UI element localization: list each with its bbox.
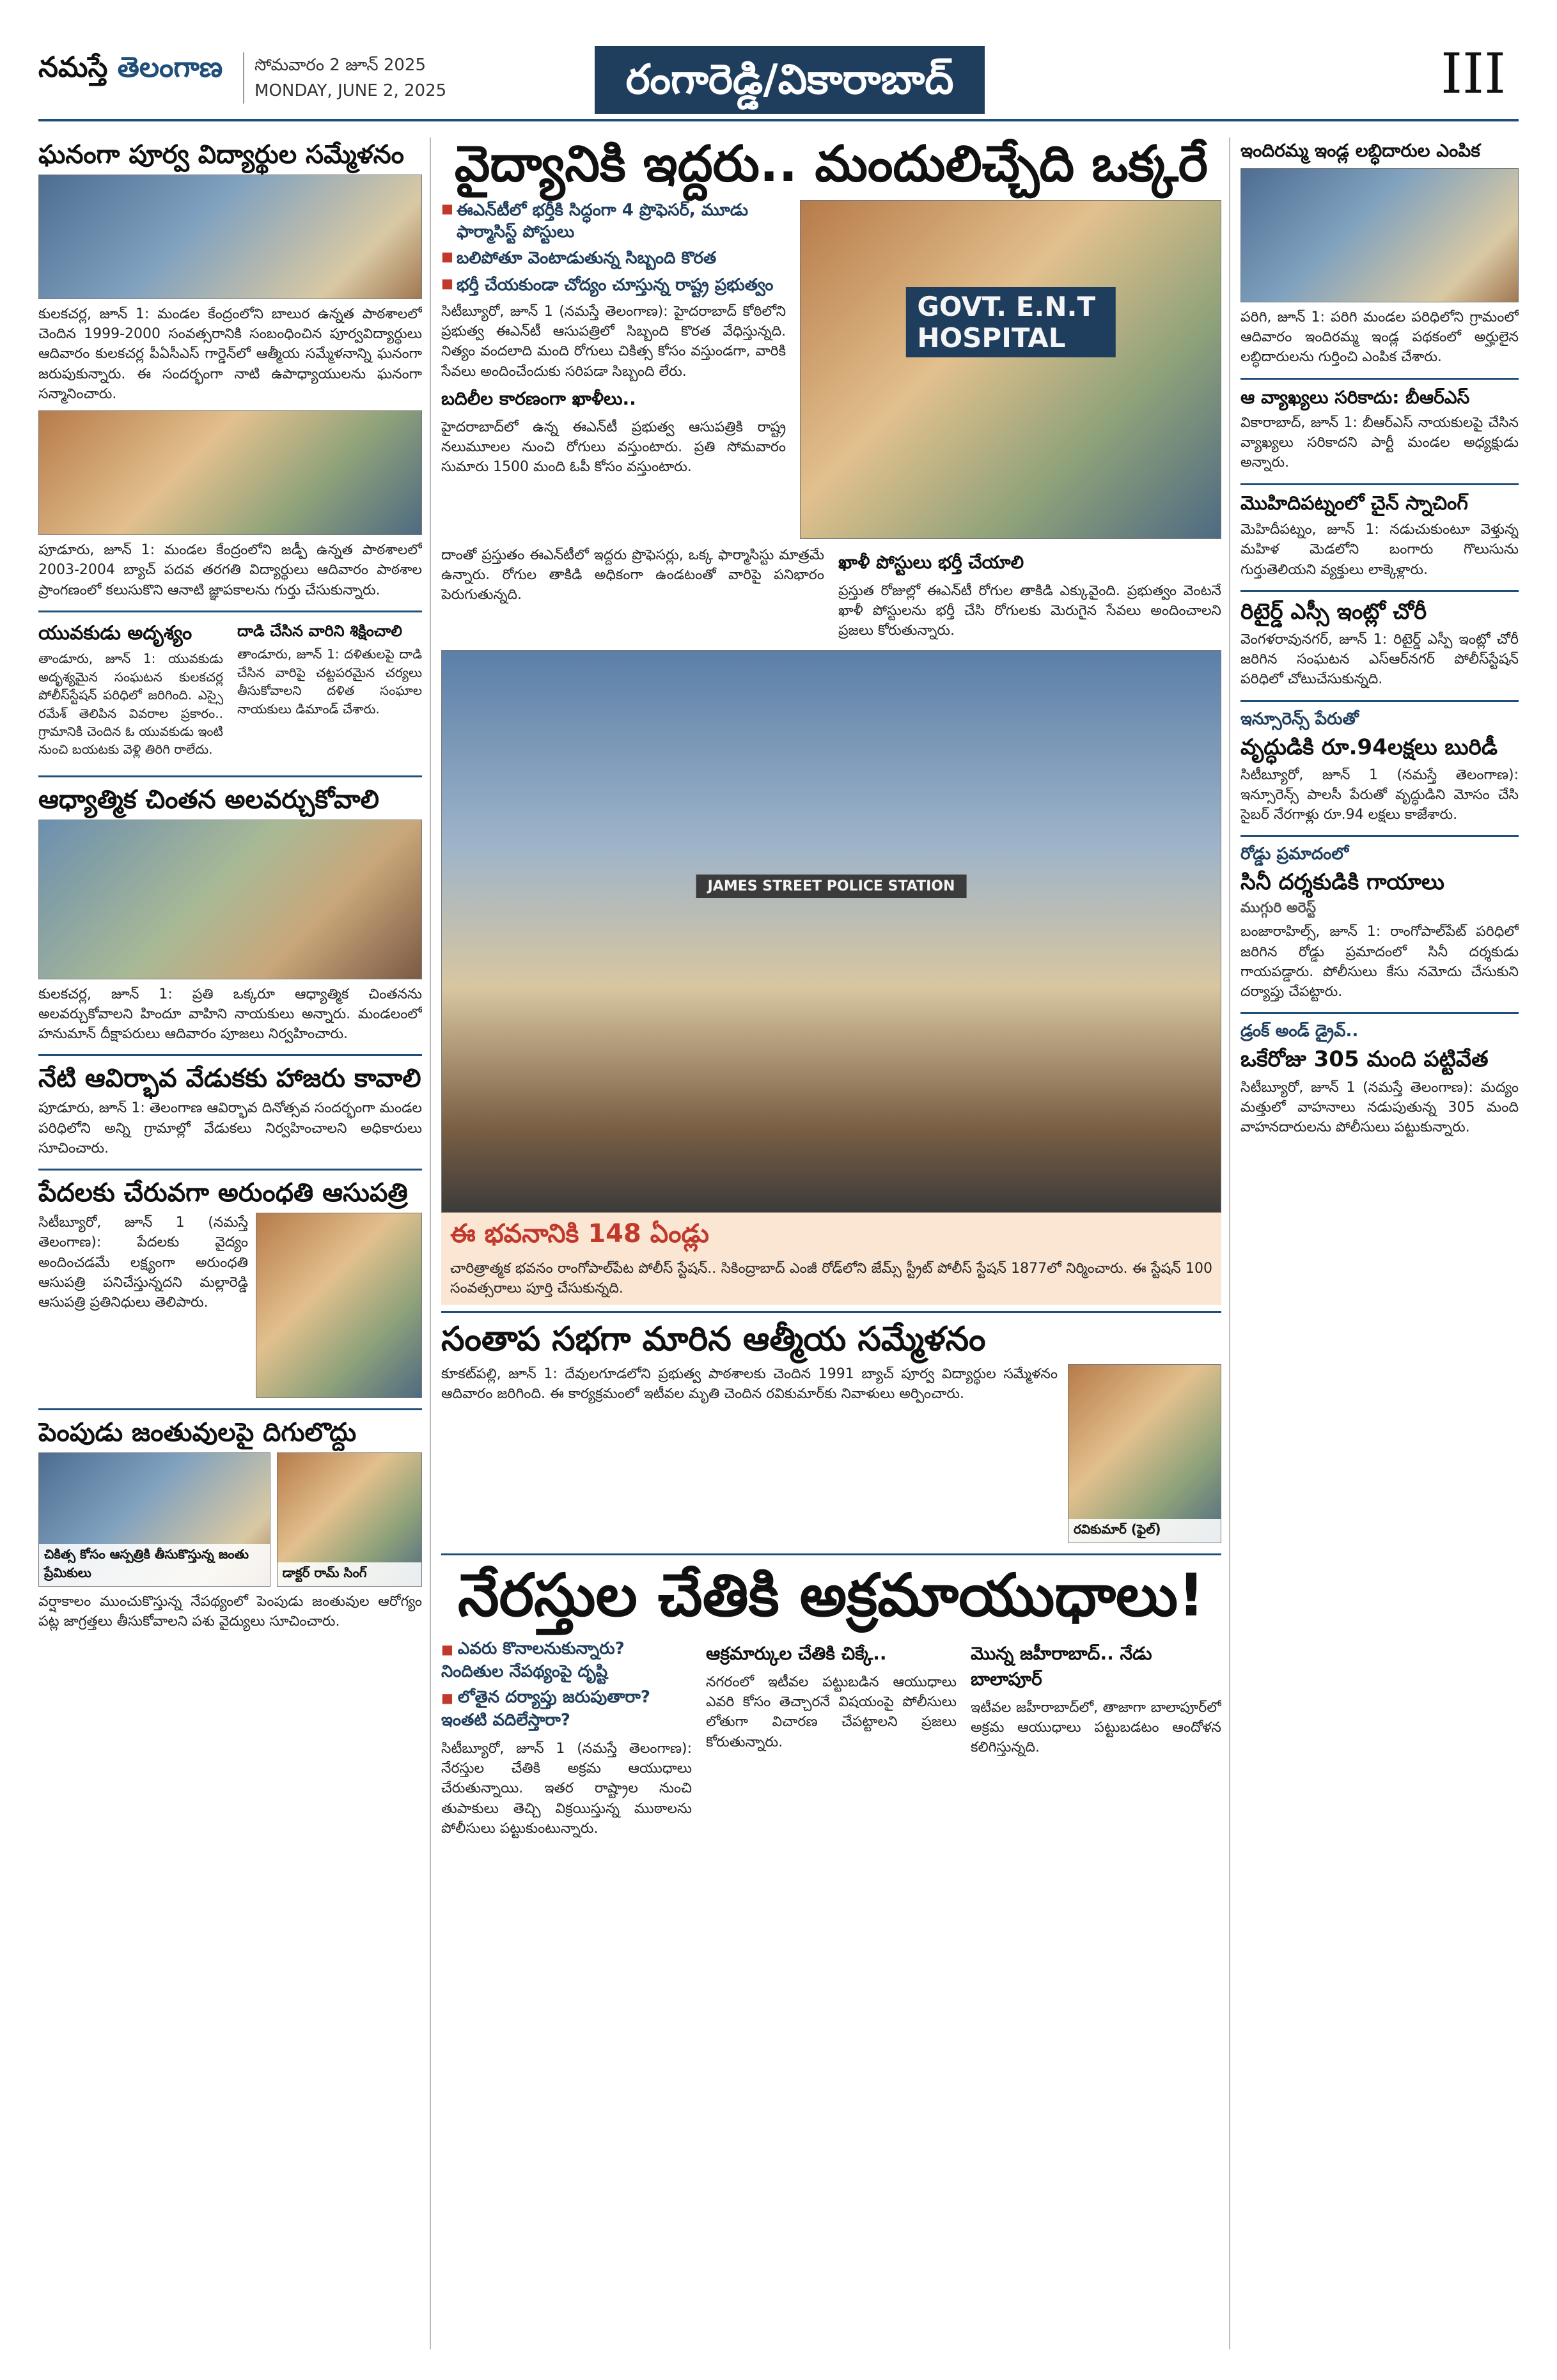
story-attack-punish bbox=[237, 620, 422, 759]
lead-top bbox=[441, 200, 1221, 539]
story-row bbox=[38, 1213, 422, 1398]
story-condolence bbox=[441, 1321, 1221, 1543]
divider bbox=[441, 1553, 1221, 1555]
story-subhead: మొన్న జహీరాబాద్.. నేడు బాలాపూర్ bbox=[971, 1642, 1152, 1690]
divider bbox=[38, 1408, 422, 1410]
lead-bottom bbox=[441, 545, 1221, 641]
hospital-photo bbox=[256, 1213, 422, 1398]
story-body: కులకచర్ల, జూన్ 1: మండల కేంద్రంలోని బాలుర ఉన్నత పాఠశాలలో చెందిన 1999-2000 సంవత్సరానికి సంబంధించిన పూర్వవిద్యార్థులు ఆదివారం కులకచర్ల పీఏసీఎస్ గార్డెన్‌లో ఆత్మీయ సమ్మేళనాన్ని ఘనంగా జరుపుకున్నారు. ఈ సందర్భంగా నాటి ఉపాధ్యాయులను ఘనంగా సన్మానించారు. bbox=[38, 306, 422, 402]
story-headline: నేటి ఆవిర్భావ వేడుకకు హాజరు కావాలి bbox=[38, 1064, 421, 1094]
story-body: కులకచర్ల, జూన్ 1: ప్రతి ఒక్కరూ ఆధ్యాత్మిక చింతనను అలవర్చుకోవాలని హిందూ వాహిని నాయకులు అన్నారు. మండలంలో హనుమాన్ దీక్షాపరులు ఆదివారం పూజలు నిర్వహించారు. bbox=[38, 986, 422, 1043]
bullet-item: ■ బలిపోతూ వెంటాడుతున్న సిబ్బంది కొరత bbox=[441, 248, 786, 270]
story-row bbox=[441, 1364, 1221, 1543]
divider bbox=[38, 775, 422, 777]
station-caption-box bbox=[441, 1213, 1221, 1305]
story-brs bbox=[1240, 387, 1519, 473]
story-body: వికారాబాద్, జూన్ 1: బీఆర్‌ఎస్ నాయకులపై చేసిన వ్యాఖ్యలు సరికాదని పార్టీ మండల అధ్యక్షుడు అన్నారు. bbox=[1240, 414, 1519, 471]
story-subhead: ముగ్గురి అరెస్ట్ bbox=[1240, 900, 1317, 917]
brand-part-b: తెలంగాణ bbox=[117, 51, 223, 84]
story-headline: దాడి చేసిన వారిని శిక్షించాలి bbox=[237, 621, 402, 640]
story-body: తాండూరు, జూన్ 1: దళితులపై దాడి చేసిన వారిపై చట్టపరమైన చర్యలు తీసుకోవాలని దళిత సంఘాల నాయకులు డిమాండ్ చేశారు. bbox=[237, 646, 422, 717]
story-headline: పేదలకు చేరువగా అరుంధతి ఆసుపత్రి bbox=[38, 1178, 408, 1208]
divider bbox=[441, 1311, 1221, 1313]
story-drunk-drive bbox=[1240, 1022, 1519, 1137]
date-telugu: సోమవారం 2 జూన్ 2025 bbox=[254, 56, 426, 75]
story-body: తాండూరు, జూన్ 1: యువకుడు అదృశ్యమైన సంఘటన కులకచర్ల పోలీస్‌స్టేషన్ పరిధిలో జరిగింది. ఎస్సై రమేశ్ తెలిపిన వివరాల ప్రకారం.. గ్రామానికి చెందిన ఓ యువకుడు ఇంటి నుంచి బయటకు వెళ్లి తిరిగి రాలేదు. bbox=[38, 651, 223, 758]
lead-bullets bbox=[441, 200, 786, 297]
story-theft bbox=[1240, 600, 1519, 690]
two-stories bbox=[38, 620, 422, 769]
crime-col-c bbox=[971, 1637, 1221, 1839]
group-photo bbox=[38, 175, 422, 299]
group-photo bbox=[38, 410, 422, 535]
story-kicker: రోడ్డు ప్రమాదంలో bbox=[1240, 844, 1349, 864]
page-number: III bbox=[1441, 42, 1506, 106]
crime-body bbox=[441, 1637, 1221, 1839]
story-body: సిటీబ్యూరో, జూన్ 1 (నమస్తే తెలంగాణ): హైదరాబాద్ కోఠిలోని ప్రభుత్వ ఈఎన్‌టీ ఆసుపత్రిలో సిబ్బంది కొరత వేధిస్తున్నది. నిత్యం వందలాది మంది రోగులు చికిత్స కోసం వస్తుండగా, వారికి సేవలు అందించేందుకు సరిపడా సిబ్బంది లేరు. bbox=[441, 303, 786, 380]
hospital-building-photo bbox=[800, 200, 1221, 539]
date-box bbox=[243, 52, 446, 104]
brand-logo bbox=[38, 51, 223, 91]
middle-column bbox=[441, 137, 1221, 1839]
story-hospital bbox=[38, 1178, 422, 1398]
story-body: సిటీబ్యూరో, జూన్ 1 (నమస్తే తెలంగాణ): పేదలకు వైద్యం అందించడమే లక్ష్యంగా అరుంధతి ఆసుపత్రి పనిచేస్తున్నదని మల్లారెడ్డి ఆసుపత్రి ప్రతినిధులు తెలిపారు. bbox=[38, 1215, 248, 1311]
station-caption-head: ఈ భవనానికి 148 ఏండ్లు bbox=[450, 1218, 709, 1248]
story-headline: పెంపుడు జంతువులపై దిగులొద్దు bbox=[38, 1418, 357, 1448]
bullet-item: ■ ఈఎన్‌టీలో భర్తీకి సిద్ధంగా 4 ప్రొఫెసర్, మూడు ఫార్మాసిస్ట్ పోస్టులు bbox=[441, 200, 786, 244]
police-station-photo bbox=[441, 650, 1221, 1213]
story-body: నగరంలో ఇటీవల పట్టుబడిన ఆయుధాలు ఎవరి కోసం తెచ్చారనే విషయంపై పోలీసులు లోతుగా విచారణ చేపట్టాలని ప్రజలు కోరుతున్నారు. bbox=[706, 1674, 957, 1750]
story-kicker: ఇన్సూరెన్స్ పేరుతో bbox=[1240, 709, 1359, 729]
story-headline: ఒకేరోజు 305 మంది పట్టివేత bbox=[1240, 1046, 1489, 1073]
story-body: మెహిదీపట్నం, జూన్ 1: నడుచుకుంటూ వెళ్తున్న మహిళ మెడలోని బంగారు గొలుసును గుర్తుతెలియని వ్యక్తులు లాక్కెళ్లారు. bbox=[1240, 522, 1519, 578]
story-indiramma bbox=[1240, 140, 1519, 368]
story-headline: ఘనంగా పూర్వ విద్యార్థుల సమ్మేళనం bbox=[38, 140, 404, 169]
story-headline: సినీ దర్శకుడికి గాయాలు bbox=[1240, 869, 1444, 896]
story-body: హైదరాబాద్‌లో ఉన్న ఈఎన్‌టీ ప్రభుత్వ ఆసుపత్రికి రాష్ట్ర నలుమూలల నుంచి రోగులు వస్తుంటారు. ప్రతి సోమవారం సుమారు 1500 మంది ఓపీ కోసం వస్తుంటారు. bbox=[441, 419, 786, 476]
story-subhead: బదిలీల కారణంగా ఖాళీలు.. bbox=[441, 387, 636, 409]
station-sign: JAMES STREET POLICE STATION bbox=[696, 875, 967, 898]
story-body: పూడూరు, జూన్ 1: తెలంగాణ ఆవిర్భావ దినోత్సవ సందర్భంగా మండల పరిధిలోని అన్ని గ్రామాల్లో వేడుకలు నిర్వహించాలని అధికారులు సూచించారు. bbox=[38, 1100, 422, 1156]
story-body: చారిత్రాత్మక భవనం రాంగోపాల్‌పేట పోలీస్ స్టేషన్.. సికింద్రాబాద్ ఎంజీ రోడ్‌లోని జేమ్స్ స్ట్రీట్ పోలీస్ స్టేషన్ 1877లో నిర్మించారు. ఈ స్టేషన్ 100 సంవత్సరాలు పూర్తి చేసుకున్నది. bbox=[450, 1260, 1212, 1296]
district-banner: రంగారెడ్డి/వికారాబాద్ bbox=[595, 46, 985, 114]
story-director-injured bbox=[1240, 844, 1519, 1002]
lead-headline: వైద్యానికి ఇద్దరు.. మందులిచ్చేది ఒక్కరే bbox=[454, 137, 1209, 193]
beneficiaries-photo bbox=[1240, 168, 1519, 302]
story-headline: సంతాప సభగా మారిన ఆత్మీయ సమ్మేళనం bbox=[441, 1319, 986, 1358]
story-chain-snatching bbox=[1240, 493, 1519, 580]
story-body: బంజారాహిల్స్, జూన్ 1: రాంగోపాల్‌పేట్ పరిధిలో జరిగిన రోడ్డు ప్రమాదంలో సినీ దర్శకుడు గాయపడ్డారు. పోలీసులు కేసు నమోదు చేసుకుని దర్యాప్తు చేపట్టారు. bbox=[1240, 924, 1519, 1000]
hospital-sign: GOVT. E.N.T HOSPITAL bbox=[905, 287, 1115, 357]
story-body: వెంగళరావునగర్, జూన్ 1: రిటైర్డ్ ఎస్పీ ఇంట్లో చోరీ జరిగిన సంఘటన ఎస్ఆర్‌నగర్ పోలీస్‌స్టేషన్ పరిధిలో చోటుచేసుకున్నది. bbox=[1240, 631, 1519, 688]
lead-photo-wrap bbox=[800, 200, 1221, 539]
story-body: ఇటీవల జహీరాబాద్‌లో, తాజాగా బాలాపూర్‌లో అక్రమ ఆయుధాలు పట్టుబడటం ఆందోళన కలిగిస్తున్నది. bbox=[971, 1699, 1221, 1756]
column-divider bbox=[1229, 137, 1230, 2349]
photo-caption: డాక్టర్ రామ్ సింగ్ bbox=[278, 1562, 421, 1586]
portrait-photo bbox=[1068, 1364, 1221, 1543]
divider bbox=[1240, 483, 1519, 485]
lead-text bbox=[441, 200, 786, 539]
story-headline: ఆ వ్యాఖ్యలు సరికాదు: బీఆర్‌ఎస్ bbox=[1240, 386, 1470, 408]
story-body: సిటీబ్యూరో, జూన్ 1 (నమస్తే తెలంగాణ): మద్యం మత్తులో వాహనాలు నడుపుతున్న 305 మంది వాహనదారులను పోలీసులు పట్టుకున్నారు. bbox=[1240, 1079, 1519, 1135]
masthead bbox=[38, 38, 1519, 121]
divider bbox=[38, 1054, 422, 1056]
lead-col-a bbox=[441, 545, 824, 641]
column-divider bbox=[430, 137, 431, 2349]
story-headline: రిటైర్డ్ ఎస్సీ ఇంట్లో చోరీ bbox=[1240, 598, 1427, 625]
story-pets bbox=[38, 1418, 422, 1631]
crime-question: ■ లోతైన దర్యాప్తు జరుపుతారా? ఇంతటి వదిలేస్తారా? bbox=[441, 1688, 692, 1734]
story-alumni-meet bbox=[38, 140, 422, 600]
crime-col-a bbox=[441, 1637, 692, 1839]
story-headline: మొహిదిపట్నంలో చైన్ స్నాచింగ్ bbox=[1240, 492, 1468, 515]
crime-col-b bbox=[706, 1637, 957, 1839]
story-body: కూకట్‌పల్లి, జూన్ 1: దేవులగూడలోని ప్రభుత్వ పాఠశాలకు చెందిన 1991 బ్యాచ్ పూర్వ విద్యార్థుల సమ్మేళనం ఆదివారం జరిగింది. ఈ కార్యక్రమంలో ఇటీవల మృతి చెందిన రవికుమార్‌కు నివాళులు అర్పించారు. bbox=[441, 1365, 1058, 1402]
divider bbox=[1240, 1012, 1519, 1014]
photo-row bbox=[38, 1452, 422, 1587]
crime-headline: నేరస్తుల చేతికి అక్రమాయుధాలు! bbox=[457, 1560, 1205, 1629]
story-body: పూడూరు, జూన్ 1: మండల కేంద్రంలోని జడ్పీ ఉన్నత పాఠశాలలో 2003-2004 బ్యాచ్ పదవ తరగతి విద్యార్థులు ఆదివారం పాఠశాల ప్రాంగణంలో కలుసుకొని ఆనాటి జ్ఞాపకాలను గుర్తు చేసుకున్నారు. bbox=[38, 542, 422, 598]
crime-question: ■ ఎవరు కొనాలనుకున్నారు? నిందితుల నేపథ్యంపై దృష్టి bbox=[441, 1639, 692, 1685]
story-formation-day bbox=[38, 1064, 422, 1158]
story-insurance-fraud bbox=[1240, 710, 1519, 825]
divider bbox=[1240, 590, 1519, 592]
doctor-photo bbox=[277, 1452, 422, 1587]
pets-photo bbox=[38, 1452, 270, 1587]
left-column bbox=[38, 137, 422, 1642]
lead-col-b bbox=[838, 545, 1221, 641]
story-body: సిటీబ్యూరో, జూన్ 1 (నమస్తే తెలంగాణ): నేరస్తుల చేతికి అక్రమ ఆయుధాలు చేరుతున్నాయి. ఇతర రాష్ట్రాల నుంచి తుపాకులు తెచ్చి విక్రయిస్తున్న ముఠాలను పోలీసులు పట్టుకుంటున్నారు. bbox=[441, 1740, 692, 1837]
divider bbox=[1240, 378, 1519, 380]
story-headline: ఆధ్యాత్మిక చింతన అలవర్చుకోవాలి bbox=[38, 784, 379, 814]
photo-caption: రవికుమార్ (ఫైల్) bbox=[1068, 1519, 1221, 1543]
divider bbox=[38, 1169, 422, 1171]
devotees-photo bbox=[38, 820, 422, 979]
story-headline: యువకుడు అదృశ్యం bbox=[38, 621, 192, 644]
story-spiritual bbox=[38, 785, 422, 1045]
story-subhead: ఖాళీ పోస్టులు భర్తీ చేయాలి bbox=[838, 551, 1024, 573]
bullet-item: ■ భర్తీ చేయకుండా చోద్యం చూస్తున్న రాష్ట్ర ప్రభుత్వం bbox=[441, 275, 786, 297]
date-english: MONDAY, JUNE 2, 2025 bbox=[254, 81, 447, 100]
story-body: వర్షాకాలం ముంచుకొస్తున్న నేపథ్యంలో పెంపుడు జంతువుల ఆరోగ్యం పట్ల జాగ్రత్తలు తీసుకోవాలని పశు వైద్యులు సూచించారు. bbox=[38, 1594, 422, 1630]
divider bbox=[1240, 835, 1519, 837]
story-body: సిటీబ్యూరో, జూన్ 1 (నమస్తే తెలంగాణ): ఇన్సూరెన్స్ పాలసీ పేరుతో వృద్ధుడిని మోసం చేసి సైబర్ నేరగాళ్లు రూ.94 లక్షలు కాజేశారు. bbox=[1240, 766, 1519, 823]
story-body: ప్రస్తుత రోజుల్లో ఈఎన్‌టీ రోగుల తాకిడి ఎక్కువైంది. ప్రభుత్వం వెంటనే ఖాళీ పోస్టులను భర్తీ చేసి రోగులకు మెరుగైన సేవలు అందించాలని ప్రజలు కోరుతున్నారు. bbox=[838, 582, 1221, 639]
divider bbox=[1240, 700, 1519, 702]
divider bbox=[38, 611, 422, 612]
photo-caption: చికిత్స కోసం ఆస్పత్రికి తీసుకొస్తున్న జంతు ప్రేమికులు bbox=[39, 1544, 270, 1586]
story-headline: వృద్ధుడికి రూ.94లక్షలు బురిడీ bbox=[1240, 734, 1498, 760]
brand-part-a: నమస్తే bbox=[38, 51, 108, 84]
story-kicker: డ్రంక్ అండ్ డ్రైవ్.. bbox=[1240, 1022, 1359, 1041]
story-headline: ఇందిరమ్మ ఇండ్ల లబ్ధిదారుల ఎంపిక bbox=[1240, 140, 1480, 161]
right-column bbox=[1240, 137, 1519, 1147]
story-body: దాంతో ప్రస్తుతం ఈఎన్‌టీలో ఇద్దరు ప్రొఫెసర్లు, ఒక్క ఫార్మాసిస్టు మాత్రమే ఉన్నారు. రోగుల తాకిడి అధికంగా ఉండటంతో వారిపై పనిభారం పెరుగుతున్నది. bbox=[441, 547, 824, 603]
story-subhead: ఆక్రమార్కుల చేతికి చిక్కే.. bbox=[706, 1642, 887, 1664]
story-missing-youth bbox=[38, 620, 223, 759]
story-body: పరిగి, జూన్ 1: పరిగి మండల పరిధిలోని గ్రామంలో ఆదివారం ఇందిరమ్మ ఇండ్ల పథకంలో అర్హులైన లబ్ధిదారులను గుర్తించి ఎంపిక చేశారు. bbox=[1240, 309, 1519, 366]
